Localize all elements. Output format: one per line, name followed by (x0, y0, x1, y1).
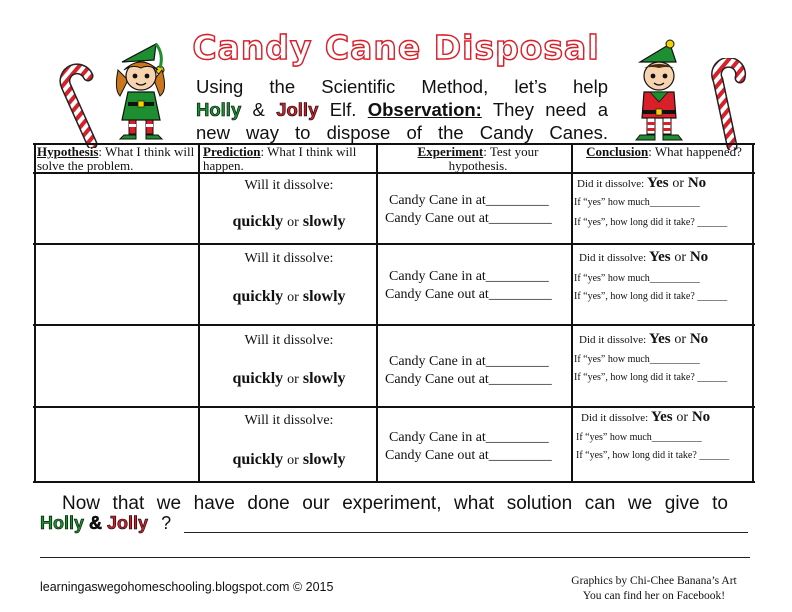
or-word: or (287, 290, 299, 305)
yes-option[interactable]: Yes (650, 409, 673, 425)
how-long-field[interactable]: If “yes”, how long did it take? ______ (574, 217, 728, 228)
yes-option[interactable]: Yes (646, 175, 669, 191)
prediction-prompt: Will it dissolve: (244, 333, 334, 348)
prediction-prompt: Will it dissolve: (244, 251, 334, 266)
did-it-dissolve-label: Did it dissolve: (579, 334, 647, 346)
candy-cane-in[interactable]: Candy Cane in at_________ (389, 354, 549, 369)
ampersand: & (89, 513, 103, 533)
or-word: or (287, 372, 299, 387)
header-hypothesis-rest: : What I think will solve the problem. (37, 144, 195, 173)
did-it-dissolve-label: Did it dissolve: (581, 412, 649, 424)
yes-option[interactable]: Yes (648, 249, 671, 265)
footer-graphics-credit (556, 574, 752, 604)
how-long-field[interactable]: If “yes”, how long did it take? ______ (574, 372, 728, 383)
candy-cane-out[interactable]: Candy Cane out at_________ (385, 448, 552, 463)
quickly-or-slowly (201, 370, 377, 388)
or-word: or (674, 332, 687, 347)
no-option[interactable]: No (687, 175, 707, 191)
no-option[interactable]: No (689, 331, 709, 347)
footer-graphics-line-1: Graphics by Chi-Chee Banana’s Art (571, 575, 737, 587)
did-it-dissolve (579, 249, 708, 266)
header-conclusion-rest: : What happened? (648, 144, 742, 159)
header-experiment-rest: : Test your hypothesis. (448, 144, 539, 173)
bottom-names (40, 513, 171, 534)
candy-cane-icon (696, 58, 750, 150)
slowly-option[interactable]: slowly (302, 213, 346, 230)
header-prediction (203, 145, 375, 173)
elf-boy-icon (626, 38, 692, 142)
quickly-option[interactable]: quickly (232, 213, 284, 230)
holly-name: Holly (196, 99, 242, 120)
elf-girl-icon (108, 40, 174, 140)
elf-word: Elf. (329, 99, 357, 120)
quickly-or-slowly (201, 288, 377, 306)
slowly-option[interactable]: slowly (302, 370, 346, 387)
header-conclusion-bold: Conclusion (586, 144, 649, 159)
how-much-field[interactable]: If “yes” how much__________ (574, 197, 700, 208)
or-word: or (674, 250, 687, 265)
quickly-option[interactable]: quickly (232, 451, 284, 468)
prediction-prompt: Will it dissolve: (244, 178, 334, 193)
holly-name: Holly (40, 513, 85, 533)
did-it-dissolve (577, 175, 706, 192)
quickly-or-slowly (201, 213, 377, 231)
bottom-question: Now that we have done our experiment, what solution can we give to (62, 493, 728, 514)
no-option[interactable]: No (691, 409, 711, 425)
candy-cane-in[interactable]: Candy Cane in at_________ (389, 430, 549, 445)
header-prediction-rest: : What I think will happen. (203, 144, 357, 173)
yes-option[interactable]: Yes (648, 331, 671, 347)
header-conclusion (581, 145, 747, 159)
slowly-option[interactable]: slowly (302, 451, 346, 468)
slowly-option[interactable]: slowly (302, 288, 346, 305)
candy-cane-out[interactable]: Candy Cane out at_________ (385, 372, 552, 387)
did-it-dissolve-label: Did it dissolve: (579, 252, 647, 264)
candy-cane-icon (52, 58, 104, 148)
header-hypothesis (37, 145, 197, 173)
how-long-field[interactable]: If “yes”, how long did it take? ______ (576, 450, 730, 461)
header-experiment (393, 145, 563, 173)
how-much-field[interactable]: If “yes” how much__________ (574, 273, 700, 284)
how-much-field[interactable]: If “yes” how much__________ (576, 432, 702, 443)
intro-line-2 (196, 98, 608, 121)
answer-line-2[interactable] (40, 557, 750, 558)
ampersand: & (252, 99, 265, 120)
question-mark: ? (161, 513, 172, 533)
scientific-method-table (33, 143, 755, 483)
observation-label: Observation: (367, 99, 482, 120)
intro-line-1: Using the Scientific Method, let’s help (196, 76, 608, 97)
no-option[interactable]: No (689, 249, 709, 265)
candy-cane-in[interactable]: Candy Cane in at_________ (389, 269, 549, 284)
how-long-field[interactable]: If “yes”, how long did it take? ______ (574, 291, 728, 302)
or-word: or (672, 176, 685, 191)
quickly-or-slowly (201, 451, 377, 469)
quickly-option[interactable]: quickly (232, 370, 284, 387)
did-it-dissolve (579, 331, 708, 348)
header-prediction-bold: Prediction (203, 144, 261, 159)
intro-line-2-rest: They need a (492, 99, 609, 120)
footer-blog-credit: learningaswegohomeschooling.blogspot.com © 2015 (40, 580, 334, 594)
or-word: or (287, 215, 299, 230)
how-much-field[interactable]: If “yes” how much__________ (574, 354, 700, 365)
did-it-dissolve-label: Did it dissolve: (577, 178, 645, 190)
candy-cane-in[interactable]: Candy Cane in at_________ (389, 193, 549, 208)
jolly-name: Jolly (107, 513, 149, 533)
candy-cane-out[interactable]: Candy Cane out at_________ (385, 287, 552, 302)
footer-graphics-line-2: You can find her on Facebook! (582, 590, 726, 602)
header-experiment-bold: Experiment (417, 144, 484, 159)
or-word: or (676, 410, 689, 425)
header-hypothesis-bold: Hypothesis (37, 144, 99, 159)
or-word: or (287, 453, 299, 468)
quickly-option[interactable]: quickly (232, 288, 284, 305)
intro-line-3: new way to dispose of the Candy Canes. (196, 122, 608, 143)
jolly-name: Jolly (276, 99, 319, 120)
candy-cane-out[interactable]: Candy Cane out at_________ (385, 211, 552, 226)
prediction-prompt: Will it dissolve: (244, 413, 334, 428)
page-title: Candy Cane Disposal (170, 28, 622, 68)
answer-line-1[interactable] (184, 532, 748, 533)
did-it-dissolve (581, 409, 710, 426)
